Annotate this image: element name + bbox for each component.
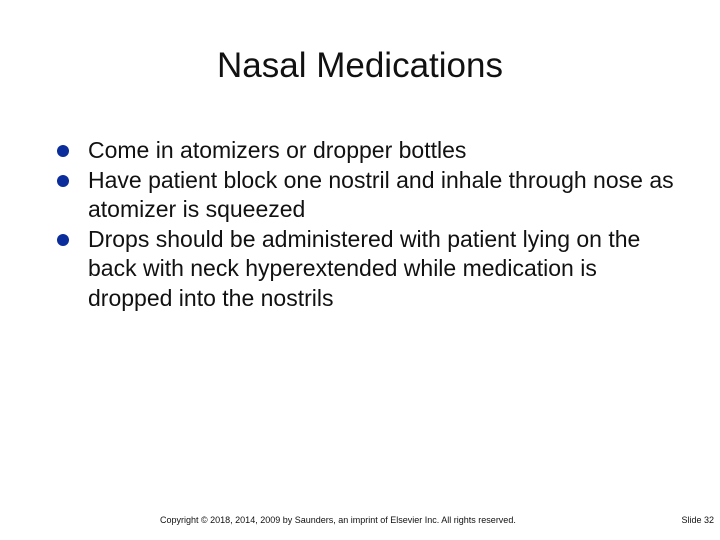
bullet-text: Have patient block one nostril and inhale through nose as atomizer is squeezed <box>88 166 674 222</box>
bullet-text: Come in atomizers or dropper bottles <box>88 137 467 163</box>
bullet-item <box>54 136 674 166</box>
bullet-list <box>54 136 674 313</box>
slide-number: Slide 32 <box>681 515 714 525</box>
slide-title: Nasal Medications <box>217 46 503 85</box>
bullet-dot-icon <box>57 234 69 246</box>
bullet-item <box>54 225 674 314</box>
bullet-dot-icon <box>57 145 69 157</box>
bullet-dot-icon <box>57 175 69 187</box>
copyright-notice: Copyright © 2018, 2014, 2009 by Saunders, an imprint of Elsevier Inc. All rights reserved. <box>160 515 516 525</box>
bullet-text: Drops should be administered with patient lying on the back with neck hyperextended while medication is dropped into the nostrils <box>88 225 641 311</box>
bullet-item <box>54 166 674 225</box>
